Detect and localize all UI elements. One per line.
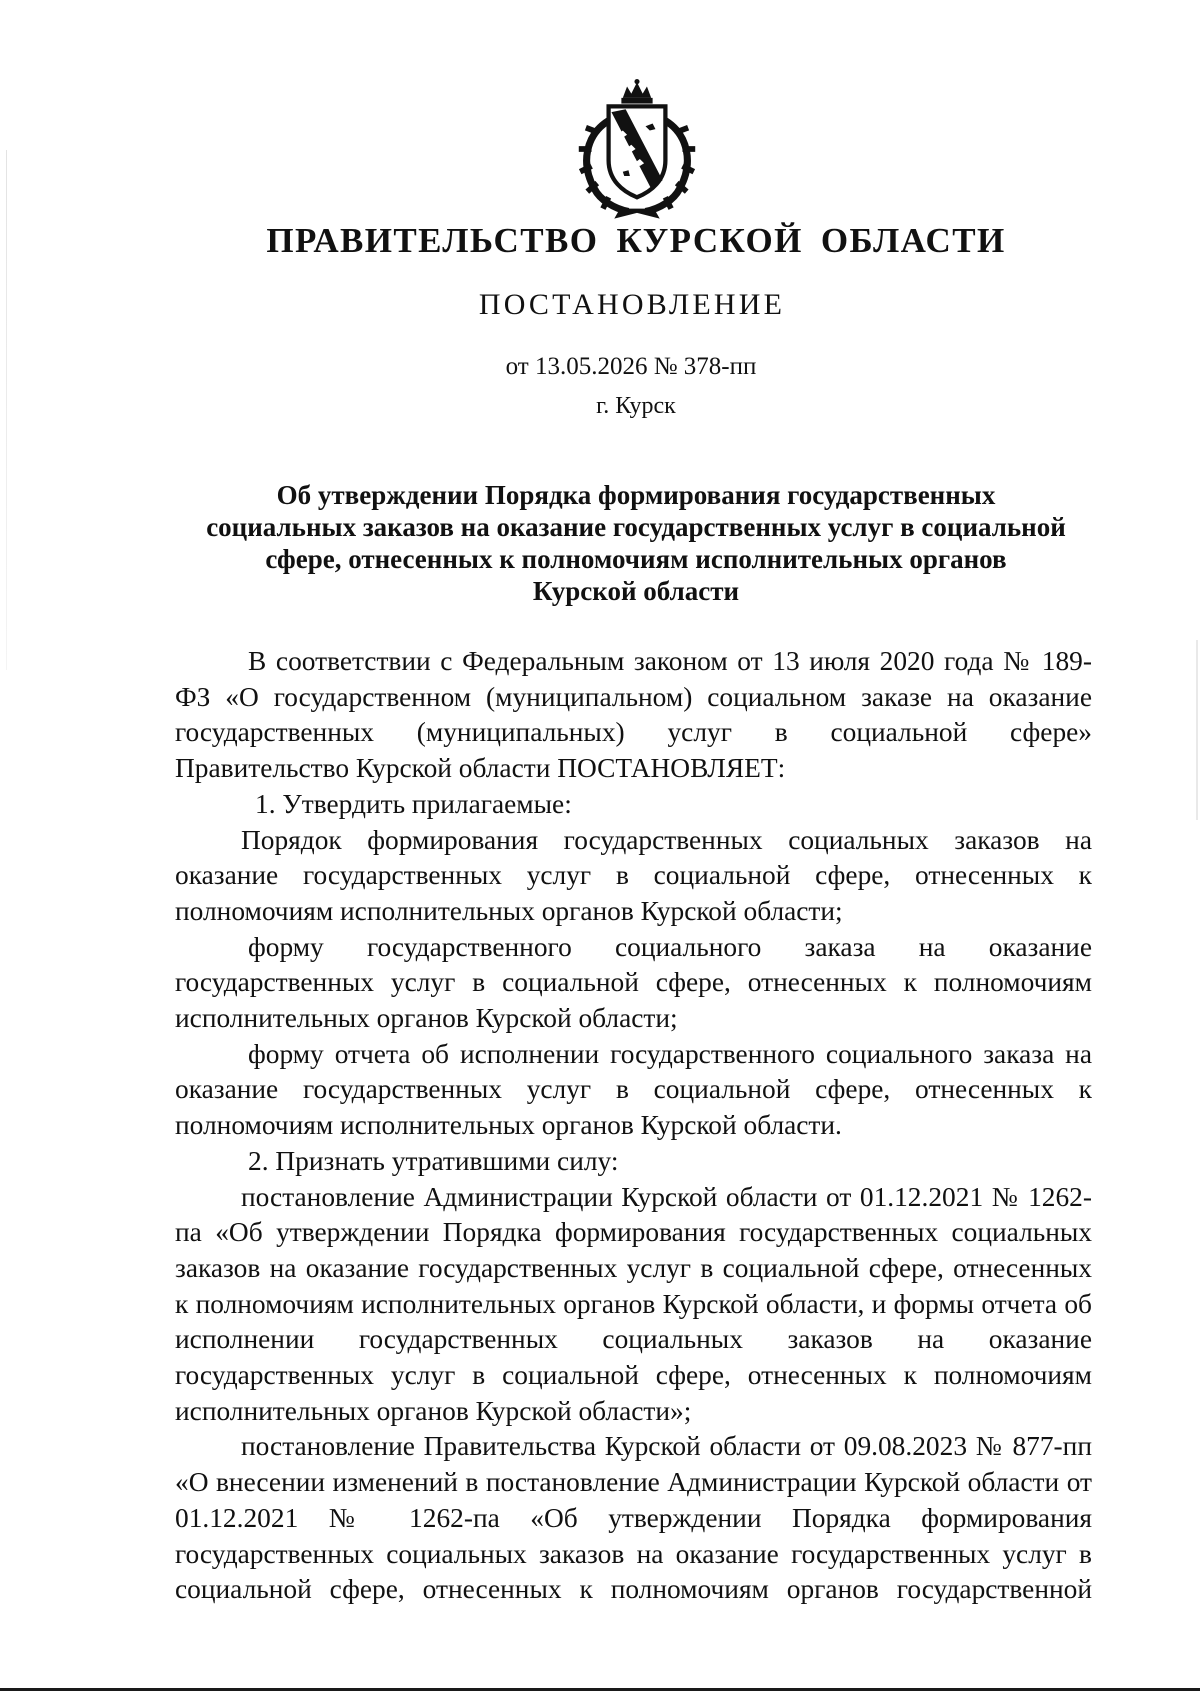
government-title: ПРАВИТЕЛЬСТВО КУРСКОЙ ОБЛАСТИ xyxy=(266,221,1006,260)
decree-city: г. Курск xyxy=(596,393,676,419)
preamble-paragraph: В соответствии с Федеральным законом от 13 июля 2020 года № 189-ФЗ «О государственном (муниципальном) социальном заказе на оказание государственных (муниципальных) услуг в социальной сфере» Правительство Курской области ПОСТАНОВЛЯЕТ: xyxy=(175,646,1092,784)
decree-title xyxy=(176,479,1096,607)
decree-date-number: от 13.05.2026 № 378-пп xyxy=(505,353,757,380)
decree-title-line: Об утверждении Порядка формирования государственных xyxy=(276,480,996,510)
document-type: ПОСТАНОВЛЕНИЕ xyxy=(478,288,786,321)
decree-title-line: Курской области xyxy=(532,576,740,606)
clause-1-item-report-form: форму отчета об исполнении государственного социального заказа на оказание государственных услуг в социальной сфере, отнесенных к полномочиям исполнительных органов Курской области. xyxy=(175,1038,1092,1141)
clause-1-item-order-form: форму государственного социального заказа на оказание государственных услуг в социальной сфере, отнесенных к полномочиям исполнительных органов Курской области; xyxy=(175,931,1092,1034)
clause-1-heading: 1. Утвердить прилагаемые: xyxy=(255,788,572,819)
clause-1-item-procedure: Порядок формирования государственных социальных заказов на оказание государственных услуг в социальной сфере, отнесенных к полномочиям исполнительных органов Курской области; xyxy=(175,824,1092,926)
clause-2-heading: 2. Признать утратившими силу: xyxy=(248,1145,619,1176)
kursk-oblast-coat-of-arms-icon xyxy=(566,78,708,220)
scan-bottom-edge xyxy=(0,1688,1200,1691)
decree-body xyxy=(175,644,1092,1608)
scan-edge-mark xyxy=(1196,640,1198,820)
clause-2-item-1262pa: постановление Администрации Курской области от 01.12.2021 № 1262-па «Об утверждении Порядка формирования государственных социальных заказов на оказание государственных услуг в социальной сфере, отнесенных к полномочиям исполнительных органов Курской области, и формы отчета об исполнении государственных социальных заказов на оказание государственных услуг в социальной сфере, отнесенных к полномочиям исполнительных органов Курской области»; xyxy=(175,1181,1092,1426)
decree-title-line: социальных заказов на оказание государственных услуг в социальной xyxy=(206,512,1066,542)
clause-2-item-877pp: постановление Правительства Курской области от 09.08.2023 № 877-пп «О внесении изменений в постановление Администрации Курской области от 01.12.2021 № 1262-па «Об утверждении Порядка формирования государственных социальных заказов на оказание государственных услуг в социальной сфере, отнесенных к полномочиям органов государственной xyxy=(175,1431,1092,1605)
decree-title-line: сфере, отнесенных к полномочиям исполнительных органов xyxy=(265,544,1007,574)
